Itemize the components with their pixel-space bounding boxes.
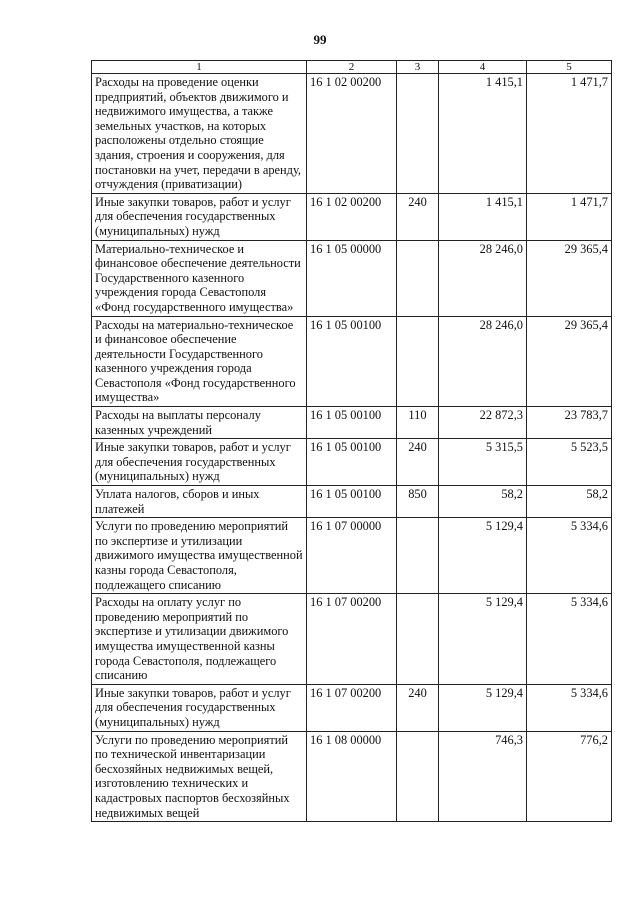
table-row: [92, 486, 612, 518]
row-name: Услуги по проведению мероприятий по экспертизе и утилизации движимого имущества имущественной казны города Севастополя, подлежащего списанию: [92, 518, 307, 594]
row-code: 16 1 05 00000: [307, 240, 397, 316]
row-code: 16 1 05 00100: [307, 316, 397, 407]
row-value-1: 746,3: [439, 731, 527, 822]
row-type: [397, 316, 439, 407]
row-type: [397, 731, 439, 822]
row-code: 16 1 05 00100: [307, 439, 397, 486]
row-code: 16 1 07 00200: [307, 684, 397, 731]
row-name: Расходы на материально-техническое и финансовое обеспечение деятельности Государственного казенного учреждения города Севастополя «Фонд государственного имущества»: [92, 316, 307, 407]
row-value-1: 28 246,0: [439, 316, 527, 407]
column-header-value-2: 5: [527, 61, 612, 74]
row-type: 240: [397, 439, 439, 486]
row-code: 16 1 05 00100: [307, 486, 397, 518]
page-number: 99: [313, 32, 327, 47]
row-type: [397, 74, 439, 194]
row-value-1: 5 129,4: [439, 518, 527, 594]
column-header-code: 2: [307, 61, 397, 74]
table-row: [92, 193, 612, 240]
table-row: [92, 74, 612, 194]
table-row: [92, 316, 612, 407]
row-name: Иные закупки товаров, работ и услуг для обеспечения государственных (муниципальных) нужд: [92, 684, 307, 731]
row-name: Иные закупки товаров, работ и услуг для обеспечения государственных (муниципальных) нужд: [92, 193, 307, 240]
row-type: [397, 240, 439, 316]
column-header-type: 3: [397, 61, 439, 74]
row-name: Уплата налогов, сборов и иных платежей: [92, 486, 307, 518]
row-code: 16 1 02 00200: [307, 193, 397, 240]
row-value-2: 776,2: [527, 731, 612, 822]
row-value-2: 58,2: [527, 486, 612, 518]
row-code: 16 1 08 00000: [307, 731, 397, 822]
row-value-2: 1 471,7: [527, 74, 612, 194]
row-value-2: 29 365,4: [527, 240, 612, 316]
column-header-value-1: 4: [439, 61, 527, 74]
row-type: [397, 594, 439, 685]
table-row: [92, 439, 612, 486]
row-code: 16 1 02 00200: [307, 74, 397, 194]
row-name: Расходы на проведение оценки предприятий, объектов движимого и недвижимого имущества, а также земельных участков, на которых расположены отдельно стоящие здания, строения и сооружения, для постановки на учет, передачи в аренду, отчуждения (приватизации): [92, 74, 307, 194]
table-row: [92, 407, 612, 439]
row-name: Расходы на оплату услуг по проведению мероприятий по экспертизе и утилизации движимого имущества имущественной казны города Севастополя, подлежащего списанию: [92, 594, 307, 685]
row-name: Расходы на выплаты персоналу казенных учреждений: [92, 407, 307, 439]
row-value-1: 5 129,4: [439, 684, 527, 731]
row-type: 240: [397, 684, 439, 731]
table-row: [92, 731, 612, 822]
row-code: 16 1 05 00100: [307, 407, 397, 439]
row-value-1: 1 415,1: [439, 193, 527, 240]
table-row: [92, 594, 612, 685]
row-type: [397, 518, 439, 594]
row-value-1: 1 415,1: [439, 74, 527, 194]
table-row: [92, 240, 612, 316]
row-value-1: 5 315,5: [439, 439, 527, 486]
row-type: 240: [397, 193, 439, 240]
row-name: Услуги по проведению мероприятий по технической инвентаризации бесхозяйных недвижимых вещей, изготовлению технических и кадастровых паспортов бесхозяйных недвижимых вещей: [92, 731, 307, 822]
table-row: [92, 518, 612, 594]
header-row: [92, 61, 612, 74]
row-type: 850: [397, 486, 439, 518]
row-value-2: 5 334,6: [527, 684, 612, 731]
column-header-name: 1: [92, 61, 307, 74]
row-code: 16 1 07 00000: [307, 518, 397, 594]
row-type: 110: [397, 407, 439, 439]
row-name: Материально-техническое и финансовое обеспечение деятельности Государственного казенного учреждения города Севастополя «Фонд государственного имущества»: [92, 240, 307, 316]
row-value-1: 22 872,3: [439, 407, 527, 439]
row-name: Иные закупки товаров, работ и услуг для обеспечения государственных (муниципальных) нужд: [92, 439, 307, 486]
row-value-2: 5 334,6: [527, 518, 612, 594]
row-value-2: 1 471,7: [527, 193, 612, 240]
table-row: [92, 684, 612, 731]
row-value-2: 5 334,6: [527, 594, 612, 685]
row-value-1: 58,2: [439, 486, 527, 518]
row-value-2: 29 365,4: [527, 316, 612, 407]
row-code: 16 1 07 00200: [307, 594, 397, 685]
row-value-1: 28 246,0: [439, 240, 527, 316]
budget-table: [91, 60, 612, 822]
row-value-2: 5 523,5: [527, 439, 612, 486]
row-value-2: 23 783,7: [527, 407, 612, 439]
row-value-1: 5 129,4: [439, 594, 527, 685]
